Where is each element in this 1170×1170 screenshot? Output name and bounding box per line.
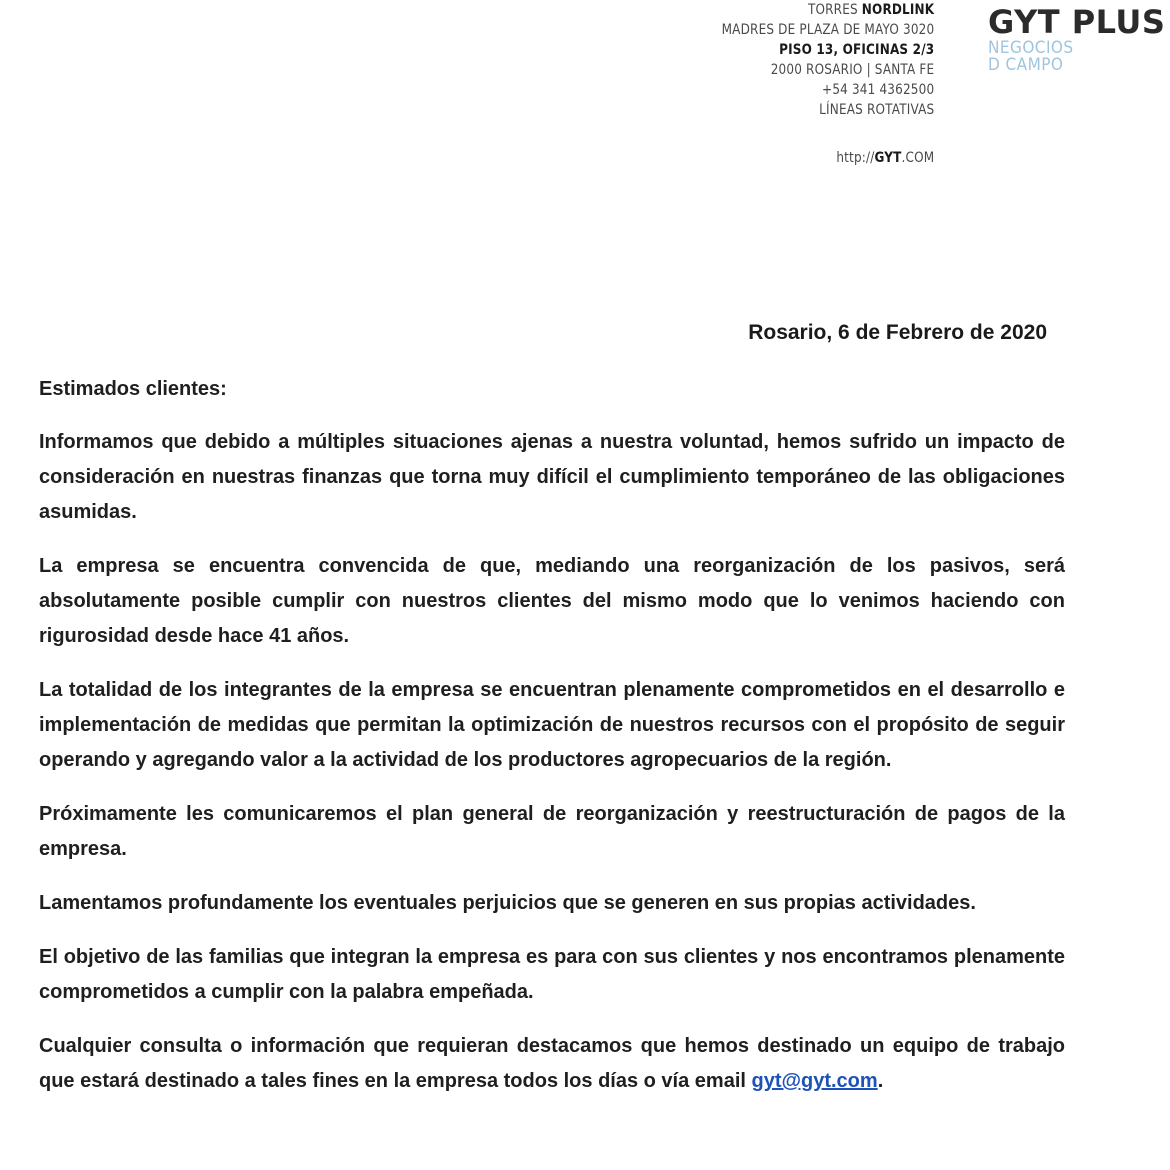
- brand-tagline-2: D CAMPO: [988, 55, 1064, 75]
- paragraph: Lamentamos profundamente los eventuales perjuicios que se generen en sus propias actividades.: [39, 892, 976, 914]
- letter-greeting: Estimados clientes:: [39, 378, 227, 400]
- letter-date: Rosario, 6 de Febrero de 2020: [748, 321, 1047, 344]
- paragraph: Próximamente les comunicaremos el plan general de reorganización y reestructuración de pagos de la empresa.: [39, 803, 1065, 860]
- brand-name: GYT PLUS: [988, 3, 1166, 41]
- address-street: MADRES DE PLAZA DE MAYO 3020: [721, 22, 934, 38]
- paragraph: La empresa se encuentra convencida de que, mediando una reorganización de los pasivos, será absolutamente posible cumplir con nuestros clientes del mismo modo que lo venimos haciendo con rigurosidad desde hace 41 años.: [39, 555, 1065, 647]
- company-address: [721, 0, 934, 168]
- brand-tagline-1: NEGOCIOS: [988, 38, 1074, 58]
- letterhead: [0, 0, 1170, 200]
- address-building: TORRES NORDLINK: [807, 2, 934, 18]
- address-phone: +54 341 4362500: [821, 82, 934, 98]
- address-lines: LÍNEAS ROTATIVAS: [818, 102, 934, 118]
- paragraph: Informamos que debido a múltiples situaciones ajenas a nuestra voluntad, hemos sufrido un impacto de consideración en nuestras finanzas que torna muy difícil el cumplimiento temporáneo de las obligaciones asumidas.: [39, 431, 1065, 523]
- paragraph: El objetivo de las familias que integran la empresa es para con sus clientes y nos encontramos plenamente comprometidos a cumplir con la palabra empeñada.: [39, 946, 1065, 1003]
- closing-paragraph: Cualquier consulta o información que requieran destacamos que hemos destinado un equipo de trabajo que estará destinado a tales fines en la empresa todos los días o vía email gyt@gyt.com.: [39, 1035, 1065, 1092]
- building-name: NORDLINK: [861, 2, 934, 18]
- letter-body: [39, 372, 1065, 1118]
- email-link[interactable]: gyt@gyt.com: [751, 1070, 878, 1092]
- paragraph: La totalidad de los integrantes de la empresa se encuentran plenamente comprometidos en el desarrollo e implementación de medidas que permitan la optimización de nuestros recursos con el propósito de seguir operando y agregando valor a la actividad de los productores agropecuarios de la región.: [39, 679, 1065, 771]
- address-floor: PISO 13, OFICINAS 2/3: [778, 42, 934, 58]
- company-logo: [988, 4, 1165, 74]
- company-url: http://GYT.COM: [836, 150, 934, 166]
- address-city: 2000 ROSARIO | SANTA FE: [770, 62, 934, 78]
